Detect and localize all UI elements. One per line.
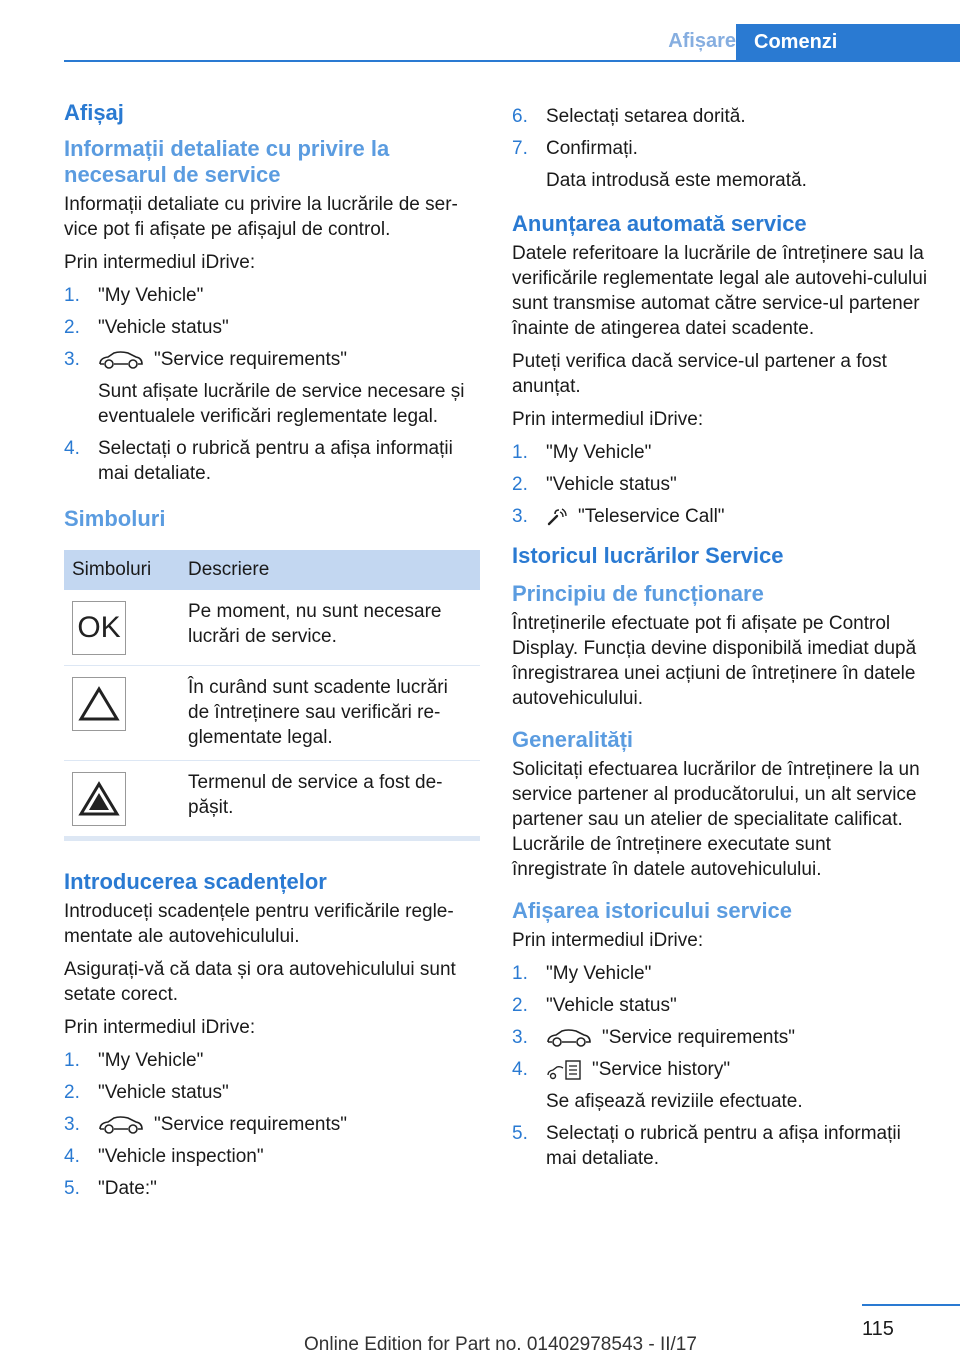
list-item: 3. "Service requirements" (512, 1027, 796, 1048)
list-item: 1. "My Vehicle" (512, 442, 652, 463)
left-column (64, 100, 480, 1211)
list-item: 1. "My Vehicle" (64, 1050, 204, 1071)
car-service-icon (98, 350, 144, 370)
subheading-symbols: Simboluri (64, 506, 166, 531)
paragraph: Puteți verifica dacă service-ul partener a fost anunțat. (512, 351, 887, 397)
subheading-service-info: Informații detaliate cu privire la necesarul de service (64, 136, 390, 187)
steps-list (512, 961, 928, 1171)
list-item: 4. Selectați o rubrică pentru a afișa informații mai detaliate. (64, 438, 453, 484)
paragraph: Prin intermediul iDrive: (512, 930, 704, 951)
list-item: 3. "Teleservice Call" (512, 506, 725, 527)
section-title-service-history: Istoricul lucrărilor Service (512, 543, 784, 568)
section-title: Afișaj (64, 100, 124, 125)
service-history-icon (546, 1059, 582, 1081)
page-number: 115 (862, 1318, 894, 1340)
steps-list (512, 440, 928, 529)
list-item: 2. "Vehicle status" (512, 995, 677, 1016)
table-header: Simboluri Descriere (64, 550, 480, 590)
symbols-table (64, 550, 480, 841)
steps-list (64, 283, 480, 486)
subheading-general: Generalități (512, 727, 634, 752)
subheading-due-dates: Introducerea scadențelor (64, 869, 327, 894)
table-row: În curând sunt scadente lucrări de întreținere sau verificări re‐glementate legal. (64, 666, 480, 761)
paragraph: Informații detaliate cu privire la lucrările de ser‐vice pot fi afișate pe afișajul de control. (64, 194, 458, 240)
list-item: 1. "My Vehicle" (512, 963, 652, 984)
list-item: 2. "Vehicle status" (64, 317, 229, 338)
paragraph: Datele referitoare la lucrările de întreținere sau la verificările reglementate legal ale autovehi‐culului sunt transmise automat către service-ul partener înainte de atingerea datei scadente. (512, 243, 928, 339)
subheading-principle: Principiu de funcționare (512, 581, 764, 606)
page-number-rule (862, 1304, 960, 1306)
paragraph: Întreținerile efectuate pot fi afișate pe Control Display. Funcția devine disponibilă imediat după înregistrarea unei acțiuni de întreținere în datele autovehiculului. (512, 613, 917, 709)
list-item: 2. "Vehicle status" (512, 474, 677, 495)
paragraph: Solicitați efectuarea lucrărilor de întreținere la un service partener al producătorului, un alt service partener sau un atelier de specialitate calificat. Lucrările de întreținere executate sunt înregistrate în datele autovehiculului. (512, 759, 920, 880)
steps-list (512, 104, 928, 193)
table-row: OK Pe moment, nu sunt necesare lucrări de service. (64, 590, 480, 666)
steps-list (64, 1048, 480, 1201)
subheading-auto-service-notice: Anunțarea automată service (512, 211, 807, 236)
list-item: 7. Confirmați. Data introdusă este memorată. (512, 138, 807, 191)
car-service-icon (98, 1115, 144, 1135)
subheading-service-history-display: Afișarea istoricului service (512, 898, 793, 923)
paragraph: Asigurați-vă că data și ora autovehiculului sunt setate corect. (64, 959, 456, 1005)
wrench-signal-icon (546, 507, 568, 527)
list-item: 5. Selectați o rubrică pentru a afișa informații mai detaliate. (512, 1123, 901, 1169)
list-item: 4. "Vehicle inspection" (64, 1146, 264, 1167)
chapter-tab[interactable]: Comenzi (736, 24, 960, 62)
warning-triangle-icon (72, 677, 126, 731)
list-item: 4. "Service history" Se afișează reviziile efectuate. (512, 1059, 803, 1112)
edition-footer: Online Edition for Part no. 01402978543 - II/17 (304, 1334, 697, 1355)
paragraph: Introduceți scadențele pentru verificările regle‐mentate ale autovehiculului. (64, 901, 454, 947)
table-row: Termenul de service a fost de‐pășit. (64, 761, 480, 836)
ok-symbol: OK (72, 601, 126, 655)
list-item: 2. "Vehicle status" (64, 1082, 229, 1103)
paragraph: Prin intermediul iDrive: (512, 409, 704, 430)
list-item: 5. "Date:" (64, 1178, 157, 1199)
section-tab[interactable]: Afișare (668, 30, 736, 52)
paragraph: Prin intermediul iDrive: (64, 1017, 256, 1038)
right-column (512, 104, 928, 1181)
overdue-triangle-icon (72, 772, 126, 826)
page-header (64, 24, 960, 62)
list-item: 1. "My Vehicle" (64, 285, 204, 306)
paragraph: Prin intermediul iDrive: (64, 252, 256, 273)
list-item: 6. Selectați setarea dorită. (512, 106, 746, 127)
car-service-icon (546, 1028, 592, 1048)
list-item: 3. "Service requirements" Sunt afișate lucrările de service necesare și eventualele verificări reglementate legal. (64, 349, 465, 427)
list-item: 3. "Service requirements" (64, 1114, 348, 1135)
